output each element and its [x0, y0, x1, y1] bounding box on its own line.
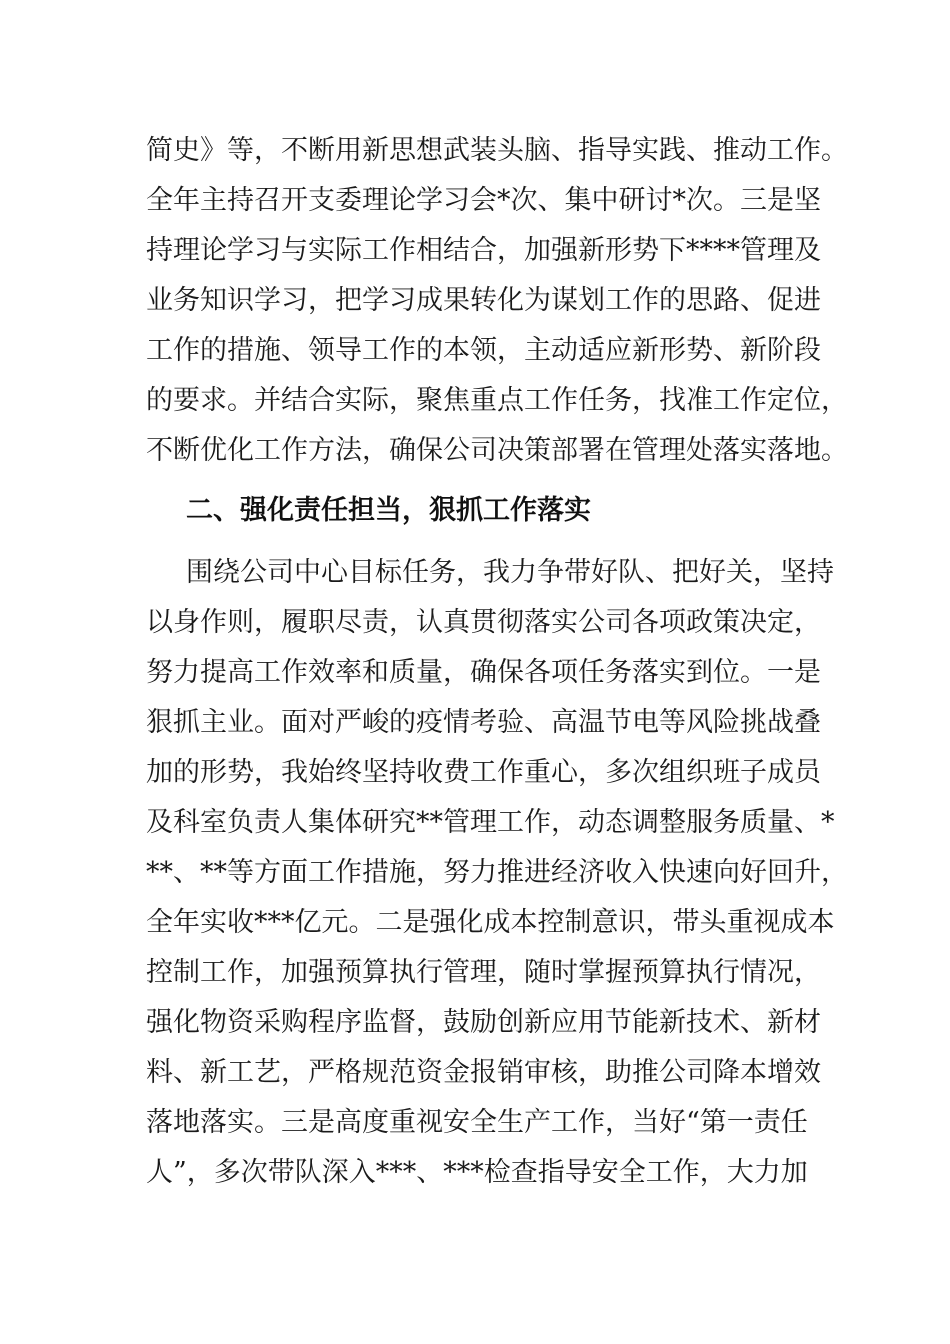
- paragraph-line: 以身作则，履职尽责，认真贯彻落实公司各项政策决定，: [146, 607, 821, 638]
- section-heading: 二、强化责任担当，狠抓工作落实: [186, 495, 591, 526]
- paragraph-line: 围绕公司中心目标任务，我力争带好队、把好关，坚持: [186, 557, 834, 588]
- paragraph-line: 人”，多次带队深入***、***检查指导安全工作，大力加: [146, 1157, 808, 1188]
- paragraph-line: **、**等方面工作措施，努力推进经济收入快速向好回升，: [146, 857, 848, 888]
- paragraph-line: 及科室负责人集体研究**管理工作，动态调整服务质量、*: [146, 807, 835, 838]
- paragraph-line: 全年实收***亿元。二是强化成本控制意识，带头重视成本: [146, 907, 835, 938]
- paragraph-line: 料、新工艺，严格规范资金报销审核，助推公司降本增效: [146, 1057, 821, 1088]
- paragraph-line: 全年主持召开支委理论学习会*次、集中研讨*次。三是坚: [146, 185, 821, 216]
- paragraph-line: 工作的措施、领导工作的本领，主动适应新形势、新阶段: [146, 335, 821, 366]
- paragraph-line: 简史》等，不断用新思想武装头脑、指导实践、推动工作。: [146, 135, 848, 166]
- paragraph-line: 加的形势，我始终坚持收费工作重心，多次组织班子成员: [146, 757, 821, 788]
- paragraph-line: 持理论学习与实际工作相结合，加强新形势下****管理及: [146, 235, 821, 266]
- paragraph-line: 不断优化工作方法，确保公司决策部署在管理处落实落地。: [146, 435, 848, 466]
- paragraph-line: 落地落实。三是高度重视安全生产工作，当好“第一责任: [146, 1107, 808, 1138]
- paragraph-line: 狠抓主业。面对严峻的疫情考验、高温节电等风险挑战叠: [146, 707, 821, 738]
- paragraph-line: 控制工作，加强预算执行管理，随时掌握预算执行情况，: [146, 957, 821, 988]
- paragraph-line: 强化物资采购程序监督，鼓励创新应用节能新技术、新材: [146, 1007, 821, 1038]
- paragraph-line: 业务知识学习，把学习成果转化为谋划工作的思路、促进: [146, 285, 821, 316]
- paragraph-line: 的要求。并结合实际，聚焦重点工作任务，找准工作定位，: [146, 385, 848, 416]
- paragraph-line: 努力提高工作效率和质量，确保各项任务落实到位。一是: [146, 657, 821, 688]
